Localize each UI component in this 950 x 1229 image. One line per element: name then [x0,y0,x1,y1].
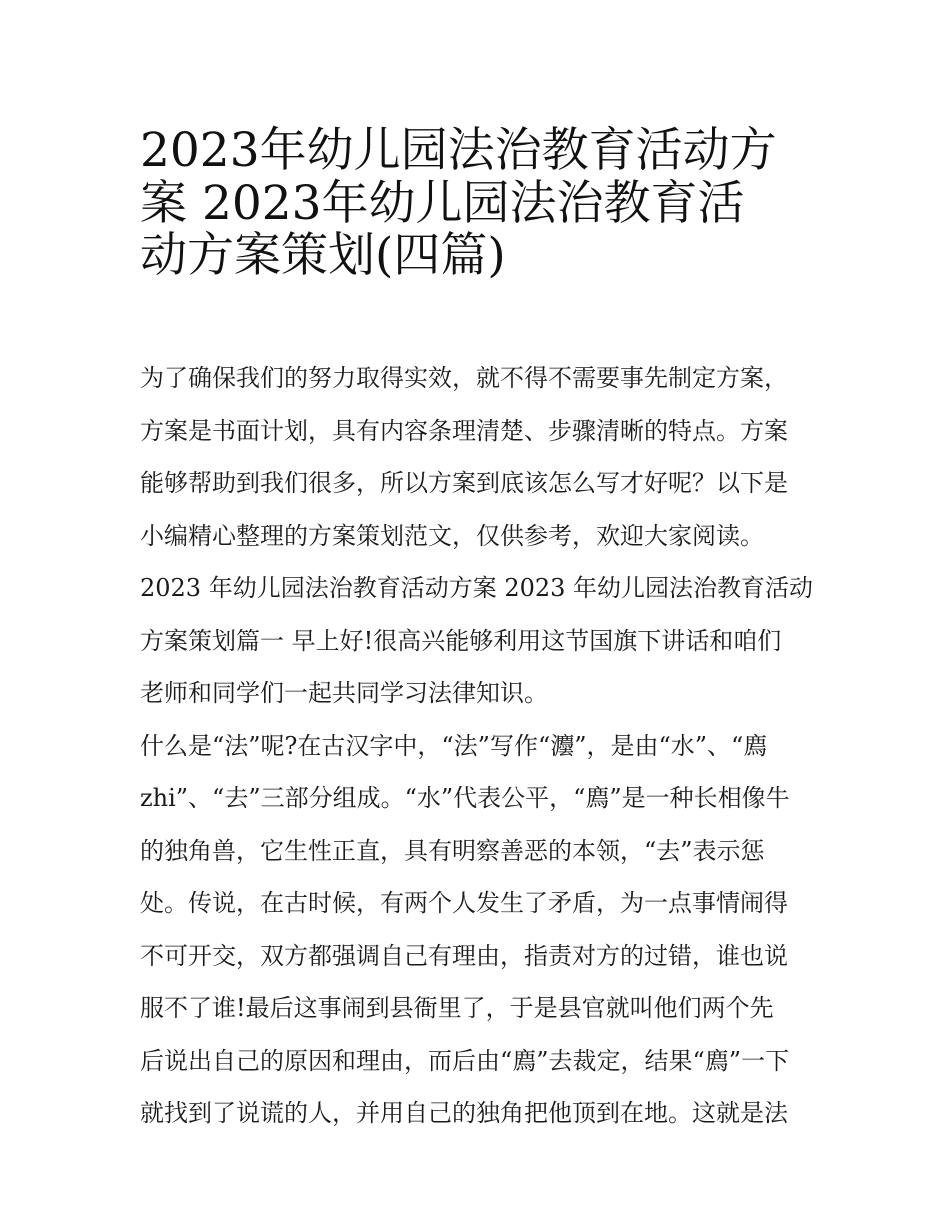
body-line: 服不了谁!最后这事闹到县衙里了，于是县官就叫他们两个先 [140,994,774,1022]
body-line: 方案策划篇一 早上好!很高兴能够利用这节国旗下讲话和咱们 [140,626,782,655]
title-line: 动方案策划(四篇) [140,228,506,283]
body-line: 老师和同学们一起共同学习法律知识。 [140,679,548,707]
body-line: zhi”、“去”三部分组成。“水”代表公平，“廌”是一种长相像牛 [140,784,790,812]
body-line: 能够帮助到我们很多，所以方案到底该怎么写才好呢？以下是 [140,469,788,497]
body-line: 为了确保我们的努力取得实效，就不得不需要事先制定方案， [140,364,788,392]
title-line: 案 2023年幼儿园法治教育活 [140,175,745,231]
body-line: 什么是“法”呢?在古汉字中，“法”写作“灋”，是由“水”、“廌 [140,731,768,760]
body-line: 的独角兽，它生性正直，具有明察善恶的本领，“去”表示惩 [140,836,765,865]
body-line: 小编精心整理的方案策划范文，仅供参考，欢迎大家阅读。 [140,521,764,550]
document-title [140,112,820,283]
body-line: 就找到了说谎的人，并用自己的独角把他顶到在地。这就是法 [140,1099,788,1127]
body-line: 方案是书面计划，具有内容条理清楚、步骤清晰的特点。方案 [140,416,788,445]
body-line: 后说出自己的原因和理由，而后由“廌”去裁定，结果“廌”一下 [140,1046,790,1075]
body-line: 2023 年幼儿园法治教育活动方案 2023 年幼儿园法治教育活动 [140,574,814,602]
body-line: 不可开交，双方都强调自己有理由，指责对方的过错，谁也说 [140,941,788,970]
body-line: 处。传说，在古时候，有两个人发生了矛盾，为一点事情闹得 [140,889,788,917]
title-line: 2023年幼儿园法治教育活动方 [140,123,777,178]
document-body [140,352,820,1140]
